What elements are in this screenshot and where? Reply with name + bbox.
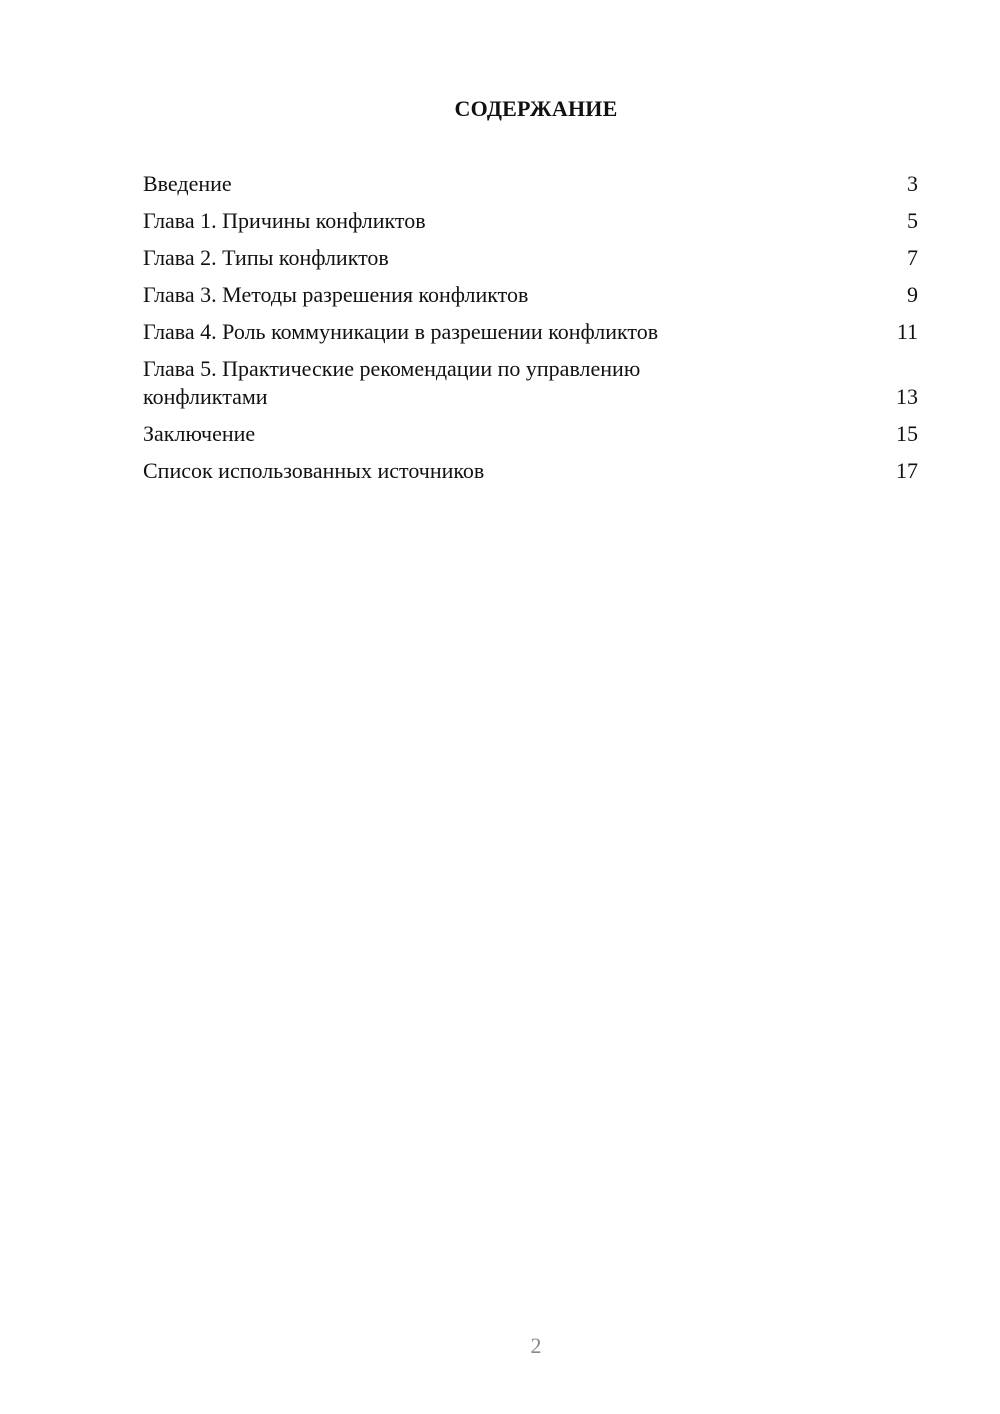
toc-item-page: 3 [907,171,918,196]
toc-item-page: 11 [896,319,918,344]
toc-item-introduction [143,170,918,198]
toc-item-label: Глава 3. Методы разрешения конфликтов [143,282,529,307]
toc-item-page: 17 [896,458,918,483]
toc-item-page: 15 [896,421,918,446]
toc-item-label: Введение [143,171,232,196]
toc-item-page: 9 [907,282,918,307]
toc-item-label: Заключение [143,421,256,446]
table-of-contents [143,170,918,494]
toc-item-chapter-1 [143,207,918,235]
toc-item-chapter-2 [143,244,918,272]
toc-item-label: Глава 5. Практические рекомендации по управлению конфликтами [143,356,641,409]
toc-item-chapter-5 [143,355,918,411]
toc-item-page: 7 [907,245,918,270]
toc-item-chapter-4 [143,318,918,346]
toc-item-label: Список использованных источников [143,458,485,483]
toc-item-chapter-3 [143,281,918,309]
toc-item-label: Глава 2. Типы конфликтов [143,245,389,270]
toc-item-label: Глава 1. Причины конфликтов [143,208,426,233]
page-title: СОДЕРЖАНИЕ [454,96,618,121]
toc-item-label: Глава 4. Роль коммуникации в разрешении конфликтов [143,319,659,344]
page-number: 2 [530,1333,542,1358]
toc-item-conclusion [143,420,918,448]
toc-item-page: 13 [896,384,918,409]
toc-item-references [143,457,918,485]
toc-item-page: 5 [907,208,918,233]
